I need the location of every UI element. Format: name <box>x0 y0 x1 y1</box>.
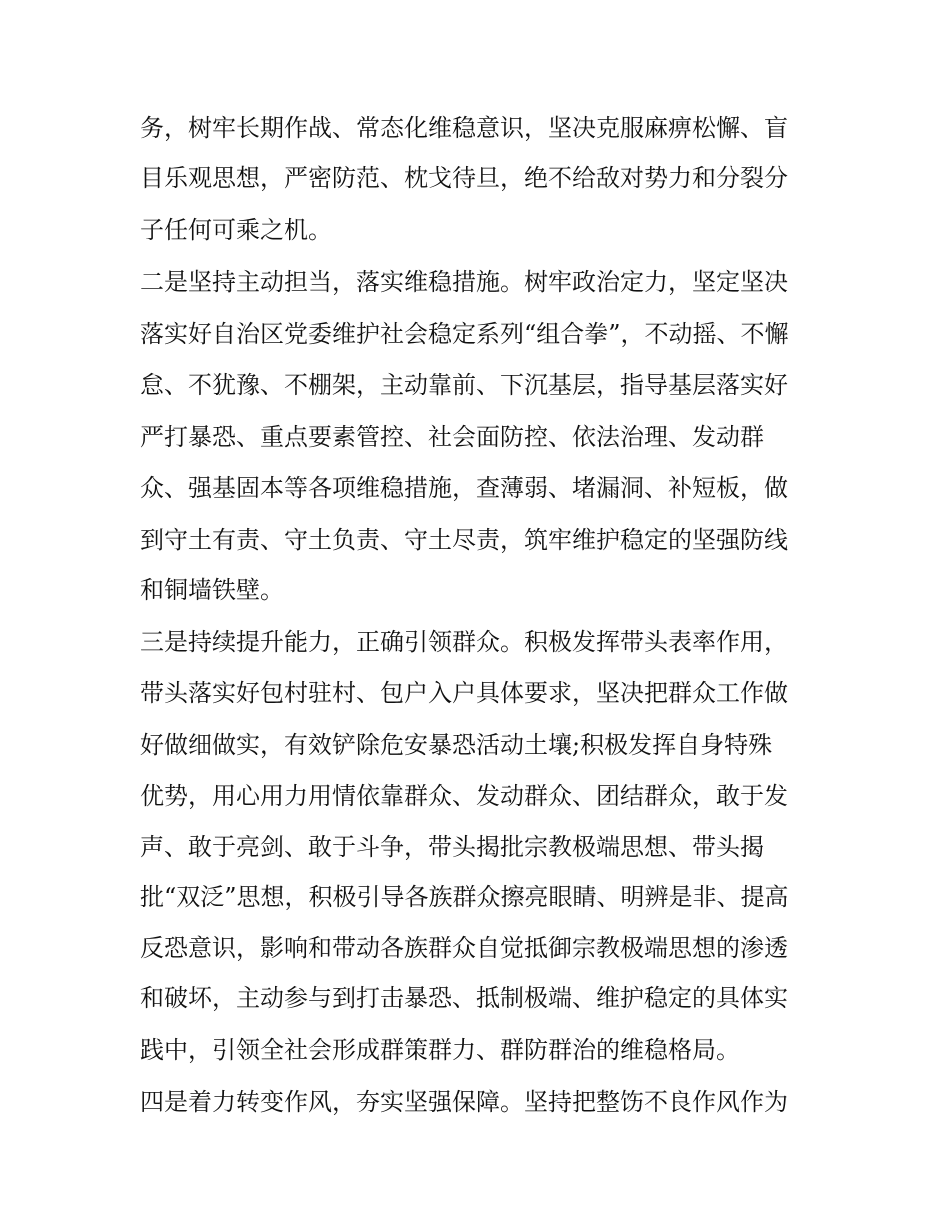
text-line: 目乐观思想，严密防范、枕戈待旦，绝不给敌对势力和分裂分 <box>140 164 788 192</box>
text-line: 批“双泛”思想，积极引导各族群众擦亮眼睛、明辨是非、提高 <box>140 883 789 911</box>
text-line: 严打暴恐、重点要素管控、社会面防控、依法治理、发动群 <box>140 423 764 451</box>
text-line: 三是持续提升能力，正确引领群众。积极发挥带头表率作用， <box>140 628 788 656</box>
text-line: 务，树牢长期作战、常态化维稳意识，坚决克服麻痹松懈、盲 <box>140 114 788 142</box>
text-line: 和铜墙铁壁。 <box>140 576 284 604</box>
text-line: 二是坚持主动担当，落实维稳措施。树牢政治定力，坚定坚决 <box>140 268 788 296</box>
text-line: 好做细做实，有效铲除危安暴恐活动土壤;积极发挥自身特殊 <box>140 731 773 759</box>
text-line: 四是着力转变作风，夯实坚强保障。坚持把整饬不良作风作为 <box>140 1088 788 1116</box>
text-line: 践中，引领全社会形成群策群力、群防群治的维稳格局。 <box>140 1036 740 1064</box>
text-line: 和破坏，主动参与到打击暴恐、抵制极端、维护稳定的具体实 <box>140 984 788 1012</box>
text-line: 到守土有责、守土负责、守土尽责，筑牢维护稳定的坚强防线 <box>140 526 788 554</box>
text-line: 怠、不犹豫、不棚架，主动靠前、下沉基层，指导基层落实好 <box>140 371 788 399</box>
text-line: 子任何可乘之机。 <box>140 216 332 244</box>
text-line: 优势，用心用力用情依靠群众、发动群众、团结群众，敢于发 <box>140 782 788 810</box>
text-line: 声、敢于亮剑、敢于斗争，带头揭批宗教极端思想、带头揭 <box>140 833 764 861</box>
text-line: 反恐意识，影响和带动各族群众自觉抵御宗教极端思想的渗透 <box>140 934 788 962</box>
text-line: 落实好自治区党委维护社会稳定系列“组合拳”，不动摇、不懈 <box>140 320 789 348</box>
text-line: 众、强基固本等各项维稳措施，查薄弱、堵漏洞、补短板，做 <box>140 474 788 502</box>
text-line: 带头落实好包村驻村、包户入户具体要求，坚决把群众工作做 <box>140 679 788 707</box>
